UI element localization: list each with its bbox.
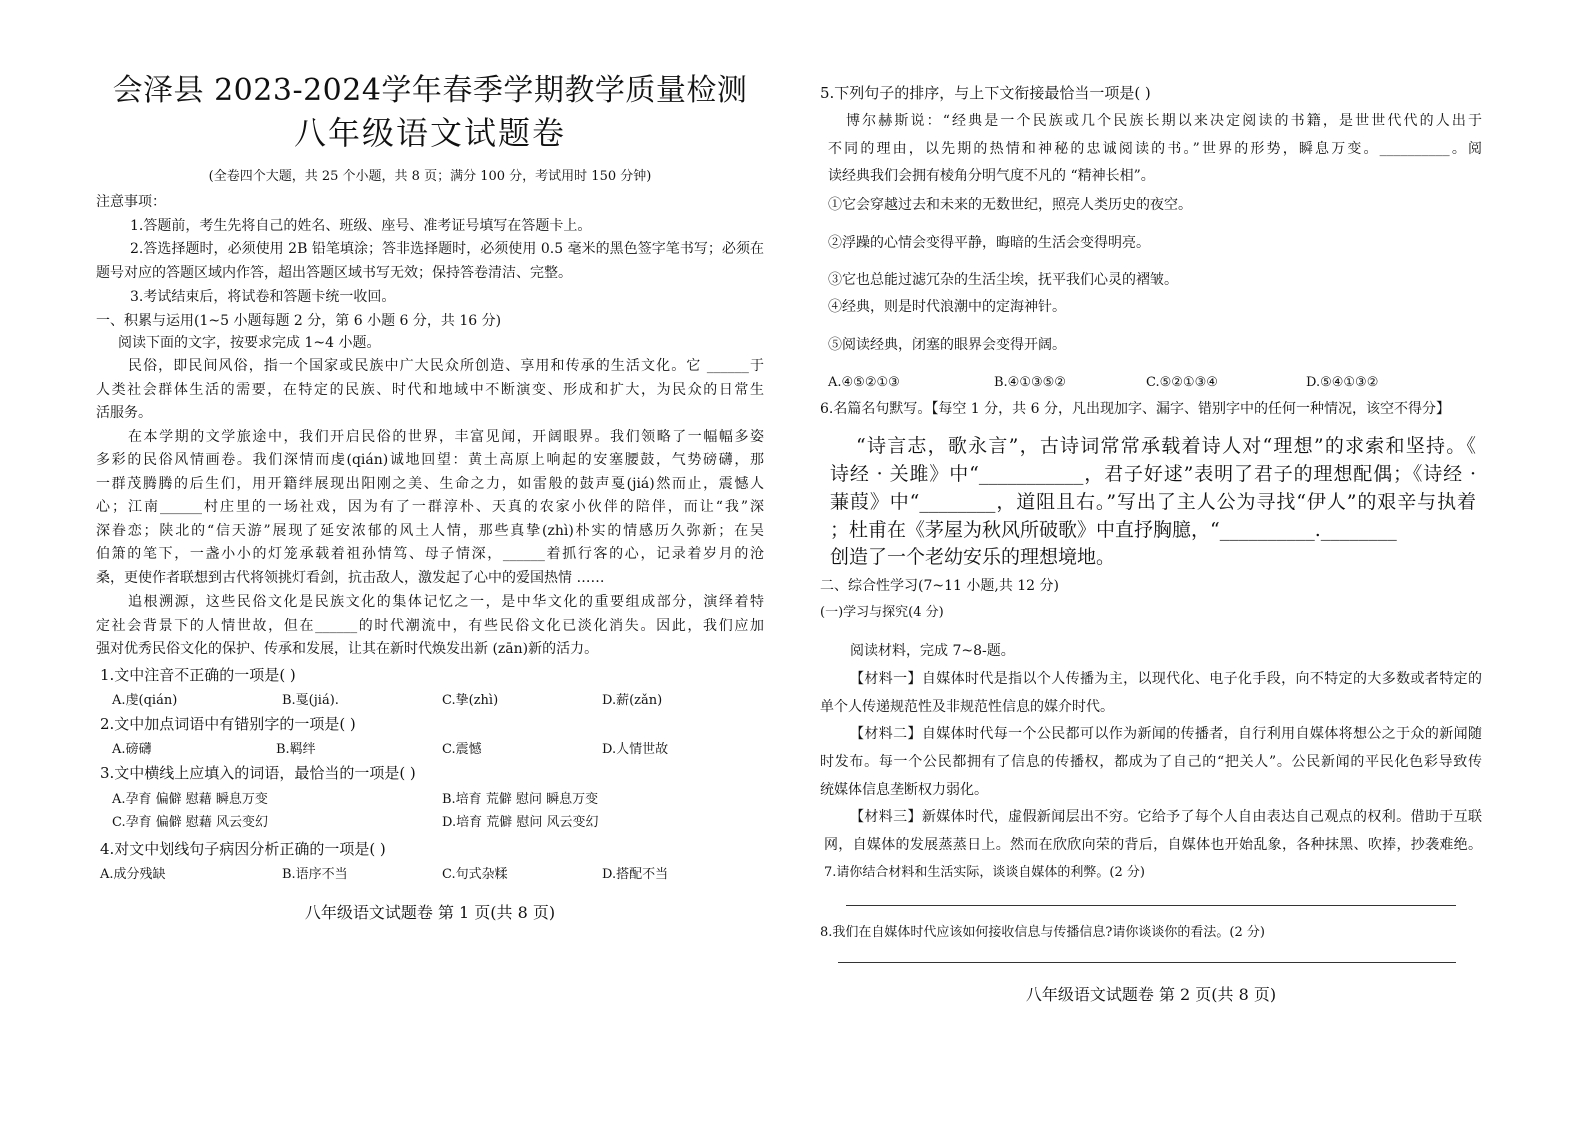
passage-line: 不同的理由，以先期的热情和神秘的忠诚阅读的书。”世界的形势，瞬息万变。__________。阅: [828, 141, 1482, 157]
material-1: 单个人传递规范性及非规范性信息的媒介时代。: [820, 699, 1114, 715]
page-footer: 八年级语文试题卷 第 1 页(共 8 页): [304, 903, 556, 922]
option-d: D.薪(zǎn): [602, 693, 663, 708]
notice-line: 2.答选择题时，必须使用 2B 铅笔填涂；答非选择题时，必须使用 0.5 毫米的黑色签字笔书写；必须在: [130, 241, 764, 257]
passage-line: 民俗，即民间风俗，指一个国家或民族中广大民众所创造、享用和传承的生活文化。它 ______于: [128, 358, 764, 374]
reading-intro: 阅读材料，完成 7~8-题。: [850, 643, 1015, 659]
passage-line: 定社会背景下的人情世故，但在______的时代潮流中，有些民俗文化已淡化消失。因此，我们应加: [96, 618, 764, 634]
option-b: B.培育 荒僻 慰问 瞬息万变: [442, 792, 599, 807]
notice-heading: 注意事项：: [96, 194, 166, 210]
passage-line: 活服务。: [96, 405, 152, 421]
passage-line: 博尔赫斯说：“经典是一个民族或几个民族长期以来决定阅读的书籍，是世世代代的人出于: [846, 113, 1482, 129]
option-a: A.虔(qián): [112, 693, 178, 708]
question-3: 3.文中横线上应填入的词语，最恰当的一项是( ): [100, 764, 416, 782]
passage-line: 读经典我们会拥有棱角分明气度不凡的 “精神长相”。: [828, 168, 1155, 184]
passage-line: 人类社会群体生活的需要，在特定的民族、时代和地域中不断演变、形成和扩大，为民众的日常生: [96, 382, 764, 398]
dictation-line: ；杜甫在《茅屋为秋风所破歌》中直抒胸臆，“__________.________: [830, 519, 1397, 541]
option-c: C.挚(zhì): [442, 693, 499, 708]
material-2: 时发布。每一个公民都拥有了信息的传播权，都成为了自己的“把关人”。公民新闻的平民化色彩导致传: [820, 754, 1482, 770]
passage-line: 心；江南______村庄里的一场社戏，因为有了一群淳朴、天真的农家小伙伴的陪伴，而让“我”深: [96, 499, 764, 515]
option-b: B.戛(jiá).: [282, 693, 339, 708]
passage-line: 在本学期的文学旅途中，我们开启民俗的世界，丰富见闻，开阔眼界。我们领略了一幅幅多姿: [128, 429, 764, 445]
option-c: C.⑤②①③④: [1146, 375, 1218, 390]
sentence-item: ①它会穿越过去和未来的无数世纪，照亮人类历史的夜空。: [828, 197, 1192, 213]
dictation-line: 创造了一个老幼安乐的理想境地。: [830, 546, 1116, 568]
passage-line: 多彩的民俗风情画卷。我们深情而虔(qián)诚地回望：黄土高原上响起的安塞腰鼓，气势磅礴，那: [96, 452, 764, 468]
sentence-item: ②浮躁的心情会变得平静，晦暗的生活会变得明亮。: [828, 235, 1150, 251]
passage-line: 深眷恋；陕北的“信天游”展现了延安浓郁的风土人情，那些真挚(zhì)朴实的情感历久弥新；在吴: [96, 523, 764, 539]
material-2: 统媒体信息垄断权力弱化。: [820, 782, 988, 798]
section-heading: 一、积累与运用(1~5 小题每题 2 分，第 6 小题 6 分，共 16 分): [96, 313, 502, 329]
reading-intro: 阅读下面的文字，按要求完成 1~4 小题。: [118, 335, 381, 351]
option-c: C.震憾: [442, 742, 482, 757]
option-b: B.语序不当: [282, 867, 348, 882]
material-1: 【材料一】自媒体时代是指以个人传播为主，以现代化、电子化手段，向不特定的大多数或者特定的: [850, 671, 1482, 687]
passage-line: 追根溯源，这些民俗文化是民族文化的集体记忆之一，是中华文化的重要组成部分，演绎着特: [128, 594, 764, 610]
answer-line[interactable]: [838, 962, 1456, 963]
option-b: B.羁绊: [276, 742, 316, 757]
exam-subtitle: 八年级语文试题卷: [293, 114, 566, 152]
sentence-item: ⑤阅读经典，闭塞的眼界会变得开阔。: [828, 337, 1066, 353]
option-a: A.成分残缺: [100, 867, 166, 882]
question-7: 7.请你结合材料和生活实际，谈谈自媒体的利弊。(2 分): [824, 865, 1145, 880]
dictation-line: 诗经 · 关雎》中“___________，君子好逑”表明了君子的理想配偶；《诗经 ·: [830, 463, 1476, 485]
question-4: 4.对文中划线句子病因分析正确的一项是( ): [100, 840, 386, 858]
subsection-heading: (一)学习与探究(4 分): [820, 605, 944, 620]
passage-line: 一群茂腾腾的后生们，用开籍绊展现出阳刚之美、生命之力，如雷般的鼓声戛(jiá)然而止，震憾人: [96, 476, 764, 492]
passage-line: 强对优秀民俗文化的保护、传承和发展，让其在新时代焕发出新 (zān)新的活力。: [96, 641, 599, 657]
option-c: C.句式杂糅: [442, 867, 508, 882]
sentence-item: ④经典，则是时代浪潮中的定海神针。: [828, 299, 1066, 315]
notice-line: 题号对应的答题区域内作答，超出答题区域书写无效；保持答卷清洁、完整。: [96, 265, 572, 281]
option-d: D.培育 荒僻 慰问 风云变幻: [442, 815, 599, 830]
answer-line[interactable]: [846, 905, 1456, 906]
option-a: A.④⑤②①③: [828, 375, 900, 390]
option-d: D.搭配不当: [602, 867, 669, 882]
material-3: 【材料三】新媒体时代，虚假新闻层出不穷。它给予了每个人自由表达自己观点的权利。借助于互联: [850, 809, 1482, 825]
option-d: D.⑤④①③②: [1306, 375, 1379, 390]
question-2: 2.文中加点词语中有错别字的一项是( ): [100, 715, 356, 733]
passage-line: 桑，更使作者联想到古代将领挑灯看剑，抗击敌人，激发起了心中的爱国热情 ……: [96, 570, 605, 586]
notice-line: 1.答题前，考生先将自己的姓名、班级、座号、准考证号填写在答题卡上。: [130, 218, 592, 234]
page-footer: 八年级语文试题卷 第 2 页(共 8 页): [1025, 985, 1277, 1004]
question-8: 8.我们在自媒体时代应该如何接收信息与传播信息?请你谈谈你的看法。(2 分): [820, 925, 1265, 940]
question-5: 5.下列句子的排序，与上下文衔接最恰当一项是( ): [820, 84, 1151, 102]
option-a: A.磅礴: [112, 742, 152, 757]
passage-line: 伯箫的笔下，一盏小小的灯笼承载着祖孙情笃、母子情深，______着抓行客的心，记录着岁月的沧: [96, 546, 764, 562]
dictation-line: 蒹葭》中“________，道阻且右。”写出了主人公为寻找“伊人”的艰辛与执着: [830, 491, 1476, 513]
question-1: 1.文中注音不正确的一项是( ): [100, 666, 296, 684]
material-3: 网，自媒体的发展蒸蒸日上。然而在欣欣向荣的背后，自媒体也开始乱象，各种抹黑、吹捧，抄袭难绝。: [824, 837, 1482, 853]
exam-meta: (全卷四个大题，共 25 个小题，共 8 页；满分 100 分，考试用时 150 分钟): [208, 169, 652, 184]
exam-title: 会泽县 2023-2024学年春季学期教学质量检测: [112, 73, 748, 108]
notice-line: 3.考试结束后，将试卷和答题卡统一收回。: [130, 289, 396, 305]
question-6: 6.名篇名句默写。【每空 1 分，共 6 分，凡出现加字、漏字、错别字中的任何一种情况，该空不得分】: [820, 401, 1450, 417]
option-b: B.④①③⑤②: [994, 375, 1066, 390]
material-2: 【材料二】自媒体时代每一个公民都可以作为新闻的传播者，自行利用自媒体将想公之于众的新闻随: [850, 726, 1482, 742]
option-a: A.孕育 偏僻 慰藉 瞬息万变: [112, 792, 268, 807]
section-heading: 二、综合性学习(7~11 小题,共 12 分): [820, 578, 1059, 594]
option-c: C.孕育 偏僻 慰藉 风云变幻: [112, 815, 269, 830]
dictation-line: “诗言志，歌永言”，古诗词常常承载着诗人对“理想”的求索和坚持。《: [856, 435, 1476, 457]
option-d: D.人情世故: [602, 742, 669, 757]
sentence-item: ③它也总能过滤冗杂的生活尘埃，抚平我们心灵的褶皱。: [828, 272, 1178, 288]
